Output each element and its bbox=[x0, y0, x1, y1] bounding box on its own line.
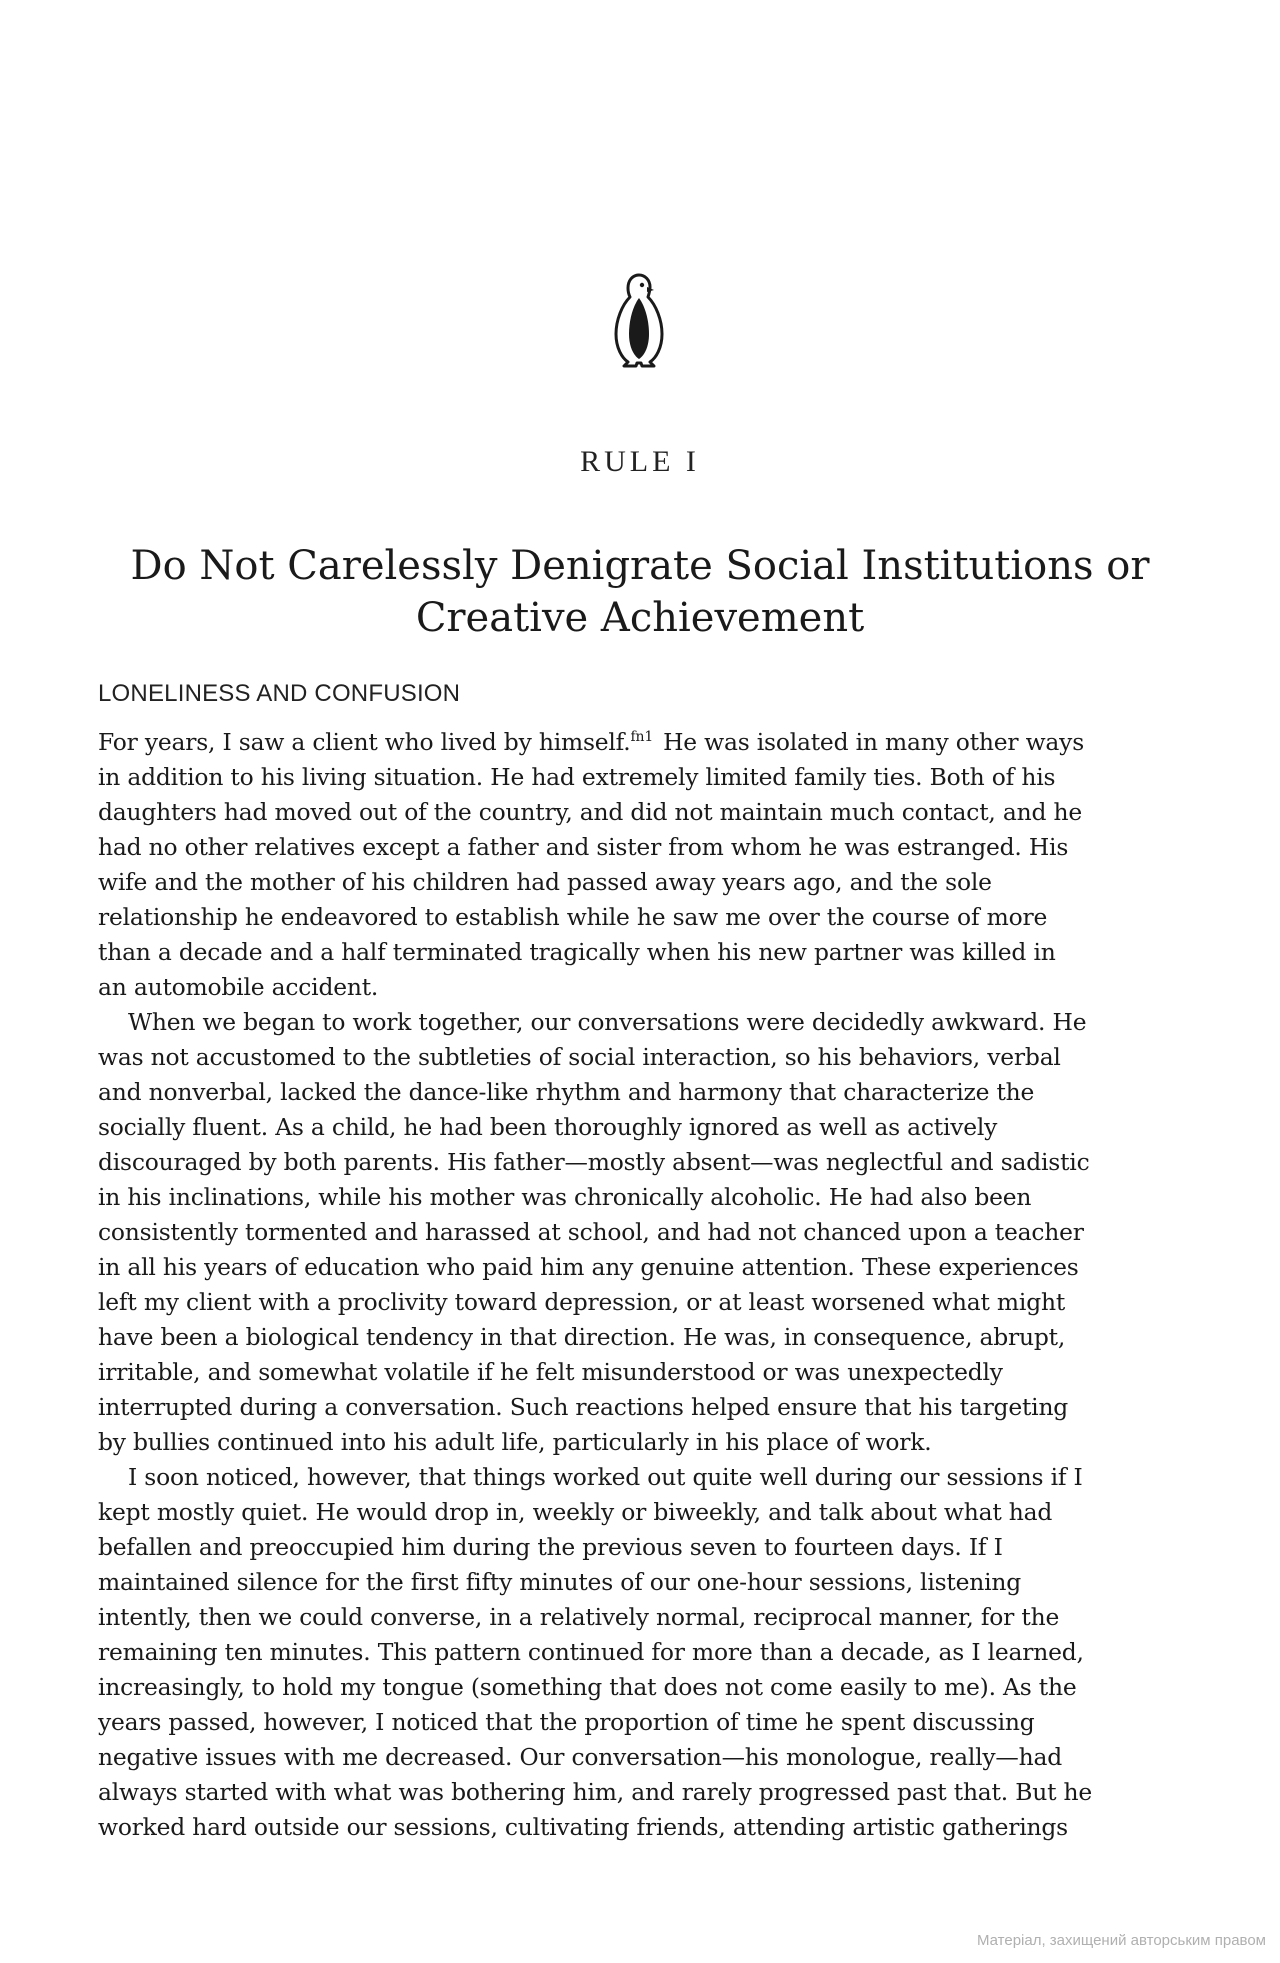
paragraph-1-line-1 bbox=[98, 725, 1188, 760]
body-text bbox=[98, 725, 1188, 1845]
paragraph-2-line: in all his years of education who paid him any genuine attention. These experiences bbox=[98, 1253, 1079, 1281]
paragraph-2-line: have been a biological tendency in that direction. He was, in consequence, abrupt, bbox=[98, 1323, 1066, 1351]
paragraph-1-line: had no other relatives except a father and sister from whom he was estranged. His bbox=[98, 833, 1069, 861]
paragraph-2-line: discouraged by both parents. His father—mostly absent—was neglectful and sadistic bbox=[98, 1148, 1090, 1176]
chapter-title-line-1: Do Not Carelessly Denigrate Social Institutions or bbox=[130, 543, 1150, 589]
paragraph-1-line: in addition to his living situation. He had extremely limited family ties. Both of his bbox=[98, 763, 1056, 791]
paragraph-3-line: negative issues with me decreased. Our conversation—his monologue, really—had bbox=[98, 1743, 1063, 1771]
paragraph-3-line: years passed, however, I noticed that the proportion of time he spent discussing bbox=[98, 1708, 1035, 1736]
paragraph-3-line: I soon noticed, however, that things worked out quite well during our sessions if I bbox=[128, 1463, 1083, 1491]
paragraph-1-text-after-footnote: He was isolated in many other ways bbox=[663, 728, 1084, 756]
footnote-marker[interactable]: fn1 bbox=[630, 729, 654, 746]
paragraph-3-line: worked hard outside our sessions, cultivating friends, attending artistic gatherings bbox=[98, 1813, 1068, 1841]
paragraph-2-line: in his inclinations, while his mother was chronically alcoholic. He had also been bbox=[98, 1183, 1032, 1211]
copyright-watermark: Матеріал, захищений авторським правом bbox=[976, 1932, 1266, 1949]
paragraph-3-line: remaining ten minutes. This pattern continued for more than a decade, as I learned, bbox=[98, 1638, 1084, 1666]
paragraph-1-line: daughters had moved out of the country, and did not maintain much contact, and he bbox=[98, 798, 1082, 826]
paragraph-2-line: consistently tormented and harassed at school, and had not chanced upon a teacher bbox=[98, 1218, 1084, 1246]
paragraph-1-line: wife and the mother of his children had passed away years ago, and the sole bbox=[98, 868, 992, 896]
paragraph-2-line: When we began to work together, our conversations were decidedly awkward. He bbox=[128, 1008, 1087, 1036]
paragraph-1-line: than a decade and a half terminated tragically when his new partner was killed in bbox=[98, 938, 1056, 966]
paragraph-2-line: and nonverbal, lacked the dance-like rhythm and harmony that characterize the bbox=[98, 1078, 1035, 1106]
paragraph-1-text-before-footnote: For years, I saw a client who lived by himself. bbox=[98, 728, 631, 756]
paragraph-3-line: befallen and preoccupied him during the previous seven to fourteen days. If I bbox=[98, 1533, 1003, 1561]
paragraph-3-line: maintained silence for the first fifty minutes of our one-hour sessions, listening bbox=[98, 1568, 1022, 1596]
rule-label: RULE I bbox=[580, 445, 700, 478]
paragraph-2-line: interrupted during a conversation. Such reactions helped ensure that his targeting bbox=[98, 1393, 1069, 1421]
paragraph-2-line: left my client with a proclivity toward depression, or at least worsened what might bbox=[98, 1288, 1066, 1316]
chapter-title-line-2: Creative Achievement bbox=[415, 595, 865, 641]
paragraph-3-line: increasingly, to hold my tongue (something that does not come easily to me). As the bbox=[98, 1673, 1077, 1701]
section-heading: LONELINESS AND CONFUSION bbox=[98, 680, 461, 707]
paragraph-2-line: irritable, and somewhat volatile if he felt misunderstood or was unexpectedly bbox=[98, 1358, 1003, 1386]
paragraph-3-line: kept mostly quiet. He would drop in, weekly or biweekly, and talk about what had bbox=[98, 1498, 1053, 1526]
paragraph-3-line: intently, then we could converse, in a relatively normal, reciprocal manner, for the bbox=[98, 1603, 1060, 1631]
paragraph-1-line: relationship he endeavored to establish while he saw me over the course of more bbox=[98, 903, 1048, 931]
penguin-logo-icon bbox=[602, 272, 676, 372]
chapter-title bbox=[100, 540, 1180, 644]
paragraph-2-line: was not accustomed to the subtleties of social interaction, so his behaviors, verbal bbox=[98, 1043, 1061, 1071]
paragraph-2-line: by bullies continued into his adult life, particularly in his place of work. bbox=[98, 1428, 932, 1456]
paragraph-3-line: always started with what was bothering him, and rarely progressed past that. But he bbox=[98, 1778, 1093, 1806]
paragraph-1-line: an automobile accident. bbox=[98, 973, 379, 1001]
paragraph-2-line: socially fluent. As a child, he had been thoroughly ignored as well as actively bbox=[98, 1113, 998, 1141]
